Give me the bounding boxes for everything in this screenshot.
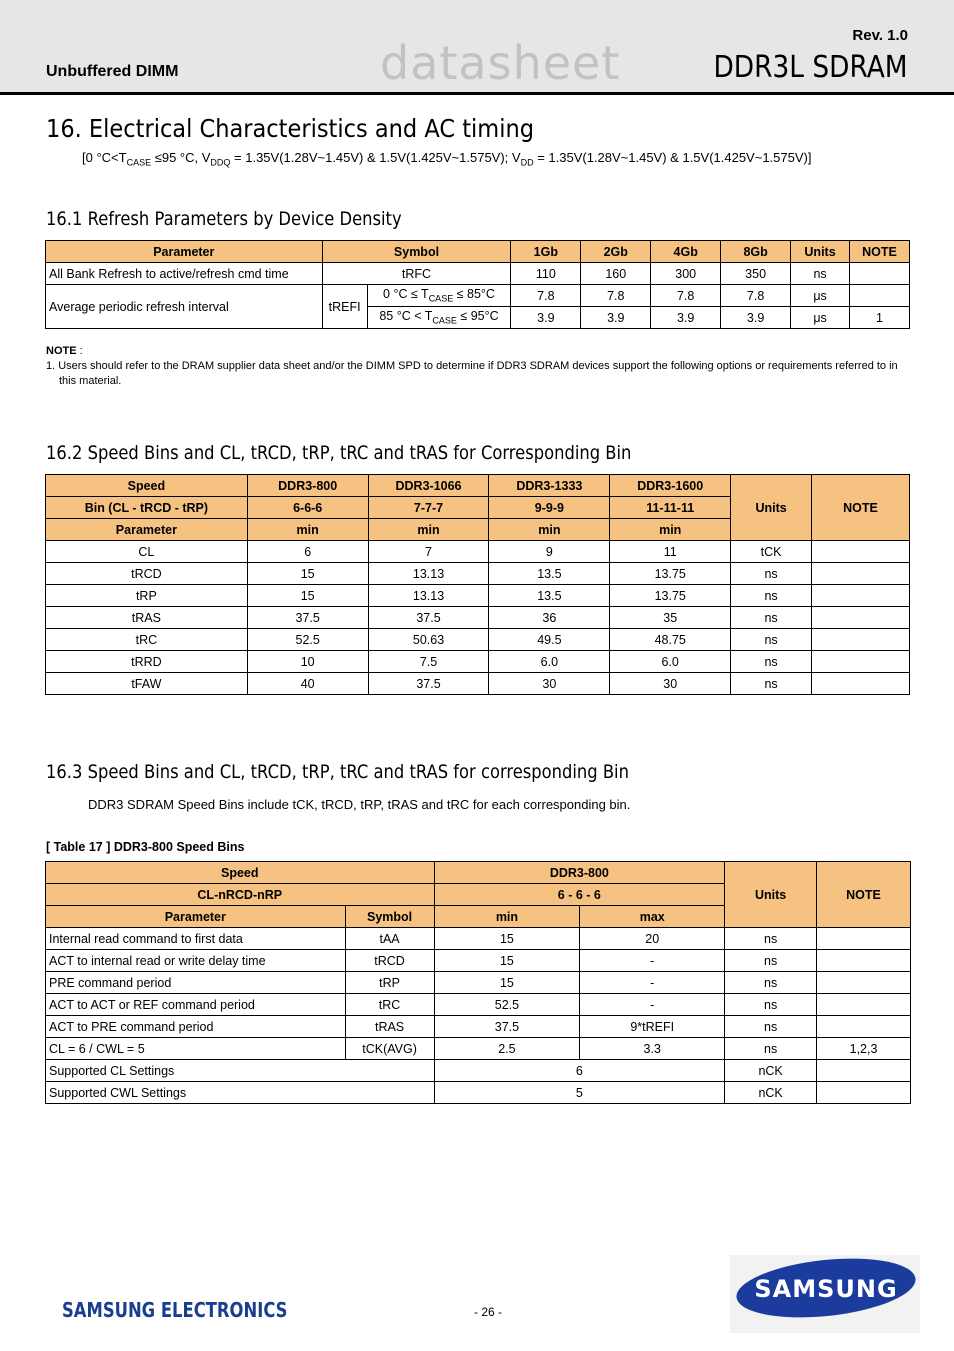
header-cell: min [434, 906, 580, 928]
table-cell [812, 629, 910, 651]
header-divider [0, 92, 954, 95]
table-cell: 49.5 [489, 629, 610, 651]
table-cell: tRCD [46, 563, 248, 585]
table-cell: 52.5 [434, 994, 580, 1016]
table-cell [812, 585, 910, 607]
header-cell: Units [731, 475, 812, 541]
table-cell: 300 [651, 263, 721, 285]
header-cell: min [247, 519, 368, 541]
header-cell: 6-6-6 [247, 497, 368, 519]
table-cell: tREFI [322, 285, 367, 329]
table-cell: ACT to ACT or REF command period [46, 994, 346, 1016]
table-cell: ns [731, 585, 812, 607]
table-cell: 13.13 [368, 563, 489, 585]
refresh-heading: 16.1 Refresh Parameters by Device Density [46, 208, 402, 230]
header-cell: 4Gb [651, 241, 721, 263]
table-row [46, 1082, 911, 1104]
table-cell [812, 673, 910, 695]
table-cell: μs [791, 307, 850, 329]
table-cell: 50.63 [368, 629, 489, 651]
table-cell [817, 950, 911, 972]
table-cell: 40 [247, 673, 368, 695]
table-cell: tRC [345, 994, 434, 1016]
table-cell: tRP [46, 585, 248, 607]
table-cell: 6 [434, 1060, 725, 1082]
header-cell: Parameter [46, 906, 346, 928]
table-cell: ns [731, 629, 812, 651]
table-cell: 30 [610, 673, 731, 695]
table-cell [812, 651, 910, 673]
table-cell: 5 [434, 1082, 725, 1104]
header-cell: DDR3-1066 [368, 475, 489, 497]
watermark: datasheet [380, 36, 621, 90]
table-cell [850, 263, 910, 285]
table-cell: 10 [247, 651, 368, 673]
table-cell [817, 1016, 911, 1038]
header-cell: Speed [46, 475, 248, 497]
table-row [46, 1016, 911, 1038]
table-cell: 15 [434, 950, 580, 972]
page-number: - 26 - [474, 1305, 503, 1319]
table-cell: tRC [46, 629, 248, 651]
table-row [46, 673, 910, 695]
table-cell: PRE command period [46, 972, 346, 994]
header-cell: Units [791, 241, 850, 263]
table-cell: 13.75 [610, 585, 731, 607]
table-cell: 6 [247, 541, 368, 563]
table-row [46, 972, 911, 994]
header-cell: Bin (CL - tRCD - tRP) [46, 497, 248, 519]
operating-condition: [0 $^\circ C<T_{CASE} \le 95$ °C, $V_{DDQ}$ = 1.35V(1.28V~1.45V) & 1.5V(1.425V~1.575V); $V_{DD}$ = 1.35V(1.28V~1.45V) & 1.5V(1.425V~1.575V)] [82, 150, 812, 168]
table-cell: ns [731, 563, 812, 585]
table-row [46, 629, 910, 651]
header-cell: DDR3-1333 [489, 475, 610, 497]
table-cell: nCK [725, 1060, 817, 1082]
table-cell: ns [725, 1016, 817, 1038]
table-cell: 2.5 [434, 1038, 580, 1060]
table-cell: 13.13 [368, 585, 489, 607]
header-cell: Symbol [322, 241, 511, 263]
table-row [46, 263, 910, 285]
table-cell: Average periodic refresh interval [46, 285, 323, 329]
table-cell: 48.75 [610, 629, 731, 651]
table-cell: 0 $^\circ C \le T_{CASE} \le 85^\circ C$ [367, 285, 511, 307]
header-cell: NOTE [812, 475, 910, 541]
table-cell: ns [731, 607, 812, 629]
header-cell: DDR3-800 [434, 862, 725, 884]
header-cell: 9-9-9 [489, 497, 610, 519]
table-row [46, 928, 911, 950]
table-cell: 9*tREFI [580, 1016, 725, 1038]
header-cell: 8Gb [721, 241, 791, 263]
table-cell: 3.9 [651, 307, 721, 329]
table-cell [817, 994, 911, 1016]
header-cell: DDR3-800 [247, 475, 368, 497]
table-cell: tFAW [46, 673, 248, 695]
table-cell: ns [725, 928, 817, 950]
table-row [46, 585, 910, 607]
header-cell: Parameter [46, 519, 248, 541]
table-cell: - [580, 972, 725, 994]
table-cell: 13.75 [610, 563, 731, 585]
table-header-row [46, 241, 910, 263]
table-cell: 15 [247, 563, 368, 585]
table-row [46, 1060, 911, 1082]
table-cell: ns [791, 263, 850, 285]
table-cell: 3.9 [511, 307, 581, 329]
table-cell: 7.5 [368, 651, 489, 673]
table-cell: 350 [721, 263, 791, 285]
section-title: 16. Electrical Characteristics and AC timing [46, 114, 535, 143]
table-cell: CL [46, 541, 248, 563]
table-cell: 37.5 [434, 1016, 580, 1038]
table-cell: nCK [725, 1082, 817, 1104]
table-cell: 6.0 [610, 651, 731, 673]
table-cell: ACT to internal read or write delay time [46, 950, 346, 972]
table-cell: tRP [345, 972, 434, 994]
table-cell: 30 [489, 673, 610, 695]
table-cell: 3.3 [580, 1038, 725, 1060]
header-cell: DDR3-1600 [610, 475, 731, 497]
header-cell: Symbol [345, 906, 434, 928]
table-cell: ns [731, 651, 812, 673]
header-cell: min [610, 519, 731, 541]
header-cell: CL-nRCD-nRP [46, 884, 435, 906]
note-text: 1. Users should refer to the DRAM supplier data sheet and/or the DIMM SPD to determine if DDR3 SDRAM devices support the following options or requirements referred to in this material. [46, 360, 898, 387]
table-cell: 13.5 [489, 563, 610, 585]
table-header-row [46, 862, 911, 884]
table-row [46, 563, 910, 585]
header-cell: Parameter [46, 241, 323, 263]
table-cell: 35 [610, 607, 731, 629]
header-cell: Units [725, 862, 817, 928]
table-cell: 20 [580, 928, 725, 950]
table-cell: 52.5 [247, 629, 368, 651]
table-cell [812, 541, 910, 563]
table-cell: ns [731, 673, 812, 695]
table-cell [812, 563, 910, 585]
table-cell: 11 [610, 541, 731, 563]
note-label: NOTE : [46, 345, 83, 357]
refresh-table [45, 240, 910, 329]
table-cell: 7 [368, 541, 489, 563]
table-cell: 3.9 [581, 307, 651, 329]
header-cell: 2Gb [581, 241, 651, 263]
samsung-logo [730, 1255, 920, 1333]
header-cell: NOTE [850, 241, 910, 263]
table-cell: tCK(AVG) [345, 1038, 434, 1060]
table-cell: 36 [489, 607, 610, 629]
table-cell: 85 $^\circ C < T_{CASE} \le 95^\circ C$ [367, 307, 511, 329]
revision: Rev. 1.0 [852, 27, 908, 44]
table-cell: 13.5 [489, 585, 610, 607]
table-cell [817, 972, 911, 994]
table-cell: 110 [511, 263, 581, 285]
table-cell: All Bank Refresh to active/refresh cmd time [46, 263, 323, 285]
speedbin2-intro: DDR3 SDRAM Speed Bins include tCK, tRCD, tRP, tRAS and tRC for each corresponding bin. [88, 797, 631, 812]
table-row [46, 651, 910, 673]
logo-text: SAMSUNG [754, 1275, 898, 1303]
table-cell [817, 1060, 911, 1082]
table-cell: tCK [731, 541, 812, 563]
product-title: DDR3L SDRAM [713, 50, 908, 85]
table-cell: ns [725, 972, 817, 994]
table-cell: Supported CWL Settings [46, 1082, 435, 1104]
table-cell: 37.5 [247, 607, 368, 629]
table-cell: tAA [345, 928, 434, 950]
table-cell [812, 607, 910, 629]
table-cell: 9 [489, 541, 610, 563]
table-cell: tRAS [46, 607, 248, 629]
table-cell [817, 1082, 911, 1104]
table-cell: 37.5 [368, 607, 489, 629]
table-row [46, 1038, 911, 1060]
table-cell: μs [791, 285, 850, 307]
table-cell: 15 [434, 972, 580, 994]
footer-brand: SAMSUNG ELECTRONICS [62, 1298, 288, 1322]
table-cell: 160 [581, 263, 651, 285]
header-cell: 7-7-7 [368, 497, 489, 519]
header-cell: 11-11-11 [610, 497, 731, 519]
speedbin-table [45, 474, 910, 695]
table-cell: 7.8 [581, 285, 651, 307]
table-cell: tRCD [345, 950, 434, 972]
table-header-row [46, 475, 910, 497]
table-row [46, 285, 910, 307]
table-cell: Supported CL Settings [46, 1060, 435, 1082]
header-cell: max [580, 906, 725, 928]
table-cell: - [580, 994, 725, 1016]
table-cell: 15 [434, 928, 580, 950]
header-cell: 6 - 6 - 6 [434, 884, 725, 906]
header-cell: min [368, 519, 489, 541]
table-cell: ns [725, 1038, 817, 1060]
table-cell: ns [725, 950, 817, 972]
table-cell: Internal read command to first data [46, 928, 346, 950]
table-row [46, 950, 911, 972]
table-row [46, 541, 910, 563]
table-cell [850, 285, 910, 307]
product-line: Unbuffered DIMM [46, 63, 179, 80]
header-cell: NOTE [817, 862, 911, 928]
table-cell: tRAS [345, 1016, 434, 1038]
table-cell: tRFC [322, 263, 511, 285]
table-cell: CL = 6 / CWL = 5 [46, 1038, 346, 1060]
table-cell [817, 928, 911, 950]
header-cell: Speed [46, 862, 435, 884]
table-cell: ACT to PRE command period [46, 1016, 346, 1038]
table-cell: 1,2,3 [817, 1038, 911, 1060]
header-cell: 1Gb [511, 241, 581, 263]
table-cell: ns [725, 994, 817, 1016]
table-cell: 3.9 [721, 307, 791, 329]
table-cell: tRRD [46, 651, 248, 673]
table-cell: 6.0 [489, 651, 610, 673]
table-cell: 7.8 [651, 285, 721, 307]
table-cell: 7.8 [511, 285, 581, 307]
table-cell: 37.5 [368, 673, 489, 695]
table-caption: [ Table 17 ] DDR3-800 Speed Bins [46, 840, 245, 854]
table-row [46, 607, 910, 629]
speedbin2-heading: 16.3 Speed Bins and CL, tRCD, tRP, tRC and tRAS for corresponding Bin [46, 761, 629, 783]
table-cell: 7.8 [721, 285, 791, 307]
table-row [46, 994, 911, 1016]
table-cell: - [580, 950, 725, 972]
ddr3-800-table [45, 861, 911, 1104]
table-cell: 1 [850, 307, 910, 329]
table-cell: 15 [247, 585, 368, 607]
speedbin-heading: 16.2 Speed Bins and CL, tRCD, tRP, tRC and tRAS for Corresponding Bin [46, 442, 632, 464]
header-cell: min [489, 519, 610, 541]
